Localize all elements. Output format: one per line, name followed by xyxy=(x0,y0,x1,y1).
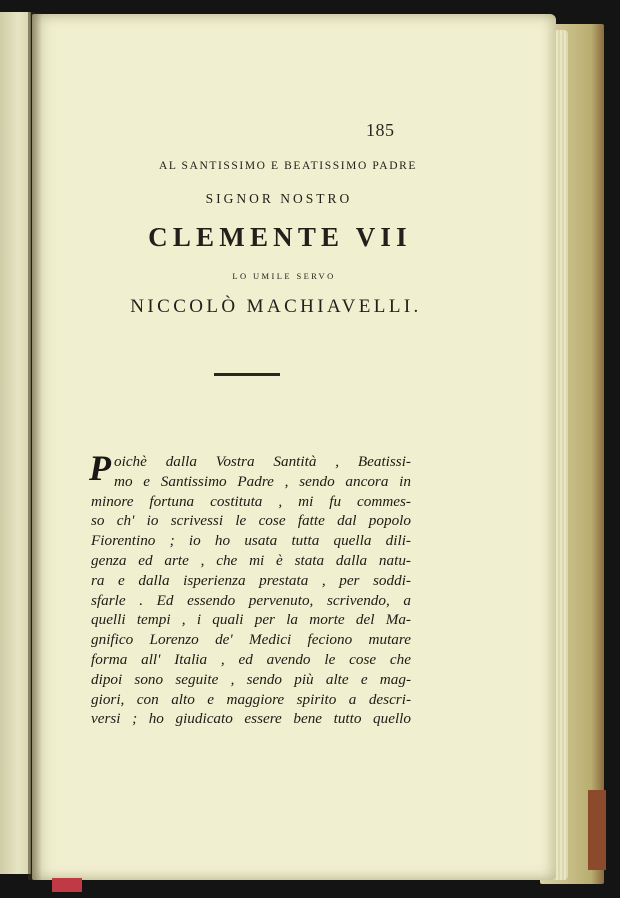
book-cover-edge xyxy=(588,790,606,870)
text-line: mo e Santissimo Padre , sendo ancora in xyxy=(114,472,411,490)
spine-shadow xyxy=(28,12,42,880)
bookmark-ribbon xyxy=(52,878,82,892)
text-line: sfarle . Ed essendo pervenuto, scrivendo, a xyxy=(91,591,411,609)
dedication-line: AL SANTISSIMO E BEATISSIMO PADRE xyxy=(158,160,417,172)
text-line: forma all' Italia , ed avendo le cose che xyxy=(91,650,411,668)
text-line: giori, con alto e maggiore spirito a descri- xyxy=(91,690,411,708)
text-line: dipoi sono seguite , sendo più alte e mag- xyxy=(91,670,411,688)
title-line: SIGNOR NOSTRO xyxy=(205,191,353,206)
text-line: genza ed arte , che mi è stata dalla natu- xyxy=(91,551,411,569)
text-line: quelli tempi , i quali per la morte del Ma- xyxy=(91,611,411,629)
text-line: minore fortuna costituta , mi fu commes- xyxy=(91,492,411,510)
text-line: gnifico Lorenzo de' Medici feciono mutare xyxy=(91,631,411,649)
text-line: Fiorentino ; io ho usata tutta quella dili- xyxy=(91,532,411,550)
text-line: versi ; ho giudicato essere bene tutto quello xyxy=(91,710,411,728)
body-text xyxy=(89,448,411,729)
drop-cap: P xyxy=(89,448,111,488)
book-page xyxy=(32,14,556,880)
servant-line: LO UMILE SERVO xyxy=(232,271,336,281)
previous-page-edge xyxy=(0,12,31,874)
text-line: so ch' io scrivessi le cose fatte dal popolo xyxy=(91,512,411,530)
pope-name: CLEMENTE VII xyxy=(148,222,412,252)
author-name: NICCOLÒ MACHIAVELLI. xyxy=(130,296,422,317)
ornamental-rule xyxy=(214,373,280,376)
text-line: ra e dalla isperienza prestata , per soddi- xyxy=(91,571,411,589)
page-number: 185 xyxy=(366,120,395,140)
text-line: oichè dalla Vostra Santità , Beatissi- xyxy=(114,453,411,470)
